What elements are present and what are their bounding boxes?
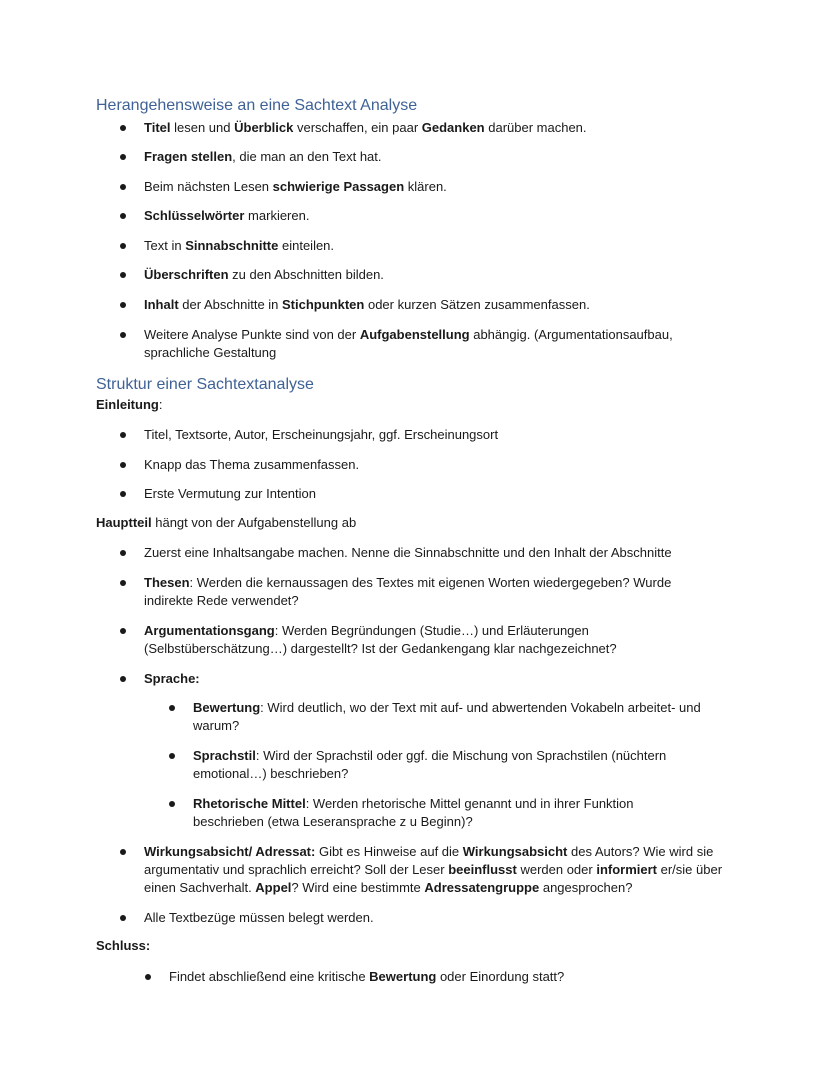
bullet-icon [120, 628, 126, 634]
list-item-text: Titel, Textsorte, Autor, Erscheinungsjahr, ggf. Erscheinungsort [144, 427, 499, 442]
text-run: , die man an den Text hat. [232, 149, 382, 164]
text-run: des Autors? Wie wird sie argumentativ und sprachlich erreicht? Soll der Leser [144, 844, 714, 877]
bullet-icon [120, 125, 126, 131]
list-item [144, 296, 734, 314]
text-run: einteilen. [278, 238, 335, 253]
list-item [144, 843, 729, 897]
text-run: : Wird der Sprachstil oder ggf. die Mischung von Sprachstilen (nüchtern emotional…) beschrieben? [193, 748, 667, 781]
list-item-text [144, 179, 447, 194]
list-item [169, 968, 729, 986]
list-item-text [144, 545, 672, 560]
bullet-icon [145, 974, 151, 980]
list-item-text [193, 748, 666, 781]
text-run: : Werden die kernaussagen des Textes mit eigenen Worten wiedergegeben? Wurde indirekte Rede verwendet? [144, 575, 672, 608]
bullet-icon [169, 753, 175, 759]
text-run: Findet abschließend eine kritische [169, 969, 370, 984]
text-run: Gibt es Hinweise auf die [315, 844, 463, 859]
main-label-rest: hängt von der Aufgabenstellung ab [151, 515, 357, 530]
approach-heading: Herangehensweise an eine Sachtext Analyse [96, 97, 418, 114]
structure-heading: Struktur einer Sachtextanalyse [96, 376, 314, 393]
text-run: Alle Textbezüge müssen belegt werden. [144, 910, 374, 925]
text-run: Beim nächsten Lesen [144, 179, 273, 194]
list-item-text [144, 149, 382, 164]
list-item [144, 207, 734, 225]
text-run: oder Einordung statt? [436, 969, 565, 984]
bullet-icon [120, 213, 126, 219]
bold-term: Thesen [144, 575, 190, 590]
list-item [144, 266, 734, 284]
bold-term: Gedanken [421, 120, 485, 135]
list-item-text: Knapp das Thema zusammenfassen. [144, 457, 360, 472]
text-run: lesen und [170, 120, 235, 135]
bullet-icon [169, 801, 175, 807]
bold-term: Argumentationsgang [144, 623, 275, 638]
bold-term: Fragen stellen [144, 149, 233, 164]
bold-term: schwierige Passagen [272, 179, 405, 194]
bold-term: beeinflusst [448, 862, 517, 877]
text-run: oder kurzen Sätzen zusammenfassen. [364, 297, 590, 312]
intro-label-bold: Einleitung [96, 397, 159, 412]
text-run: ? Wird eine bestimmte [291, 880, 425, 895]
text-run: verschaffen, ein paar [293, 120, 422, 135]
sub-list-item [193, 747, 693, 783]
main-label-bold: Hauptteil [96, 515, 152, 530]
text-run: : Wird deutlich, wo der Text mit auf- und abwertenden Vokabeln arbeitet- und warum? [193, 700, 701, 733]
list-item-text [144, 297, 590, 312]
list-item-text [144, 844, 722, 895]
list-item-text [144, 208, 309, 223]
text-run: der Abschnitte in [178, 297, 283, 312]
text-run: Weitere Analyse Punkte sind von der [144, 327, 360, 342]
list-item-text [144, 327, 673, 360]
text-run: er/sie über einen Sachverhalt. [144, 862, 723, 895]
bold-term: Überblick [234, 120, 294, 135]
bullet-icon [120, 332, 126, 338]
bullet-icon [120, 432, 126, 438]
list-item [144, 622, 644, 658]
list-item [144, 909, 734, 927]
list-item-text: Erste Vermutung zur Intention [144, 486, 316, 501]
text-run: markieren. [244, 208, 310, 223]
list-item [144, 426, 734, 444]
text-run: werden oder [516, 862, 597, 877]
bullet-icon [120, 550, 126, 556]
bold-term: Rhetorische Mittel [193, 796, 306, 811]
list-item-text [193, 796, 634, 829]
bold-term: Inhalt [144, 297, 179, 312]
bold-term: Wirkungsabsicht/ Adressat: [144, 844, 316, 859]
text-run: abhängig. (Argumentationsaufbau, sprachliche Gestaltung [144, 327, 673, 360]
conclusion-label [96, 938, 150, 954]
bold-term: Stichpunkten [282, 297, 365, 312]
sub-list-item [193, 795, 668, 831]
bullet-icon [120, 580, 126, 586]
list-item-text [144, 910, 374, 925]
list-item-text [144, 120, 587, 135]
bullet-icon [120, 915, 126, 921]
list-item-text [144, 575, 671, 608]
sub-list-item [193, 699, 718, 735]
bold-term: Appel [255, 880, 292, 895]
list-item [144, 456, 734, 474]
bullet-icon [120, 491, 126, 497]
list-item [144, 148, 734, 166]
text-run: angesprochen? [539, 880, 633, 895]
text-run: Text in [144, 238, 186, 253]
bullet-icon [120, 462, 126, 468]
text-run: : Werden Begründungen (Studie…) und Erläuterungen (Selbstüberschätzung…) dargestellt? Ist der Gedankengang klar nachgezeichnet? [144, 623, 617, 656]
list-item [144, 670, 734, 688]
intro-label-rest: : [158, 397, 163, 412]
list-item [144, 178, 734, 196]
list-item-text [169, 969, 564, 984]
bold-term: Bewertung [369, 969, 437, 984]
bullet-icon [120, 849, 126, 855]
list-item-text [144, 267, 384, 282]
bullet-icon [169, 705, 175, 711]
intro-label [96, 397, 162, 413]
bullet-icon [120, 154, 126, 160]
list-item [144, 237, 734, 255]
conclusion-label-text: Schluss: [96, 938, 151, 953]
list-item [144, 544, 714, 562]
main-label [96, 515, 356, 531]
bullet-icon [120, 184, 126, 190]
bold-term: informiert [596, 862, 658, 877]
bold-term: Sprache: [144, 671, 200, 686]
list-item-text [144, 623, 617, 656]
text-run: zu den Abschnitten bilden. [228, 267, 384, 282]
bold-term: Sinnabschnitte [185, 238, 279, 253]
list-item [144, 574, 704, 610]
bold-term: Aufgabenstellung [359, 327, 470, 342]
bold-term: Wirkungsabsicht [462, 844, 568, 859]
text-run: Zuerst eine Inhaltsangabe machen. Nenne die Sinnabschnitte und den Inhalt der Abschnitte [144, 545, 672, 560]
bullet-icon [120, 243, 126, 249]
list-item-text [193, 700, 701, 733]
bold-term: Schlüsselwörter [144, 208, 245, 223]
bold-term: Überschriften [144, 267, 229, 282]
list-item [144, 119, 734, 137]
bullet-icon [120, 272, 126, 278]
text-run: klären. [404, 179, 447, 194]
list-item [144, 326, 704, 362]
bold-term: Sprachstil [193, 748, 256, 763]
list-item [144, 485, 734, 503]
bold-term: Bewertung [193, 700, 261, 715]
list-item-text [144, 238, 334, 253]
bullet-icon [120, 676, 126, 682]
bullet-icon [120, 302, 126, 308]
text-run: darüber machen. [484, 120, 587, 135]
list-item-text [144, 671, 200, 686]
text-run: : Werden rhetorische Mittel genannt und in ihrer Funktion beschrieben (etwa Leseransprache z u Beginn)? [193, 796, 634, 829]
bold-term: Titel [144, 120, 171, 135]
bold-term: Adressatengruppe [424, 880, 540, 895]
